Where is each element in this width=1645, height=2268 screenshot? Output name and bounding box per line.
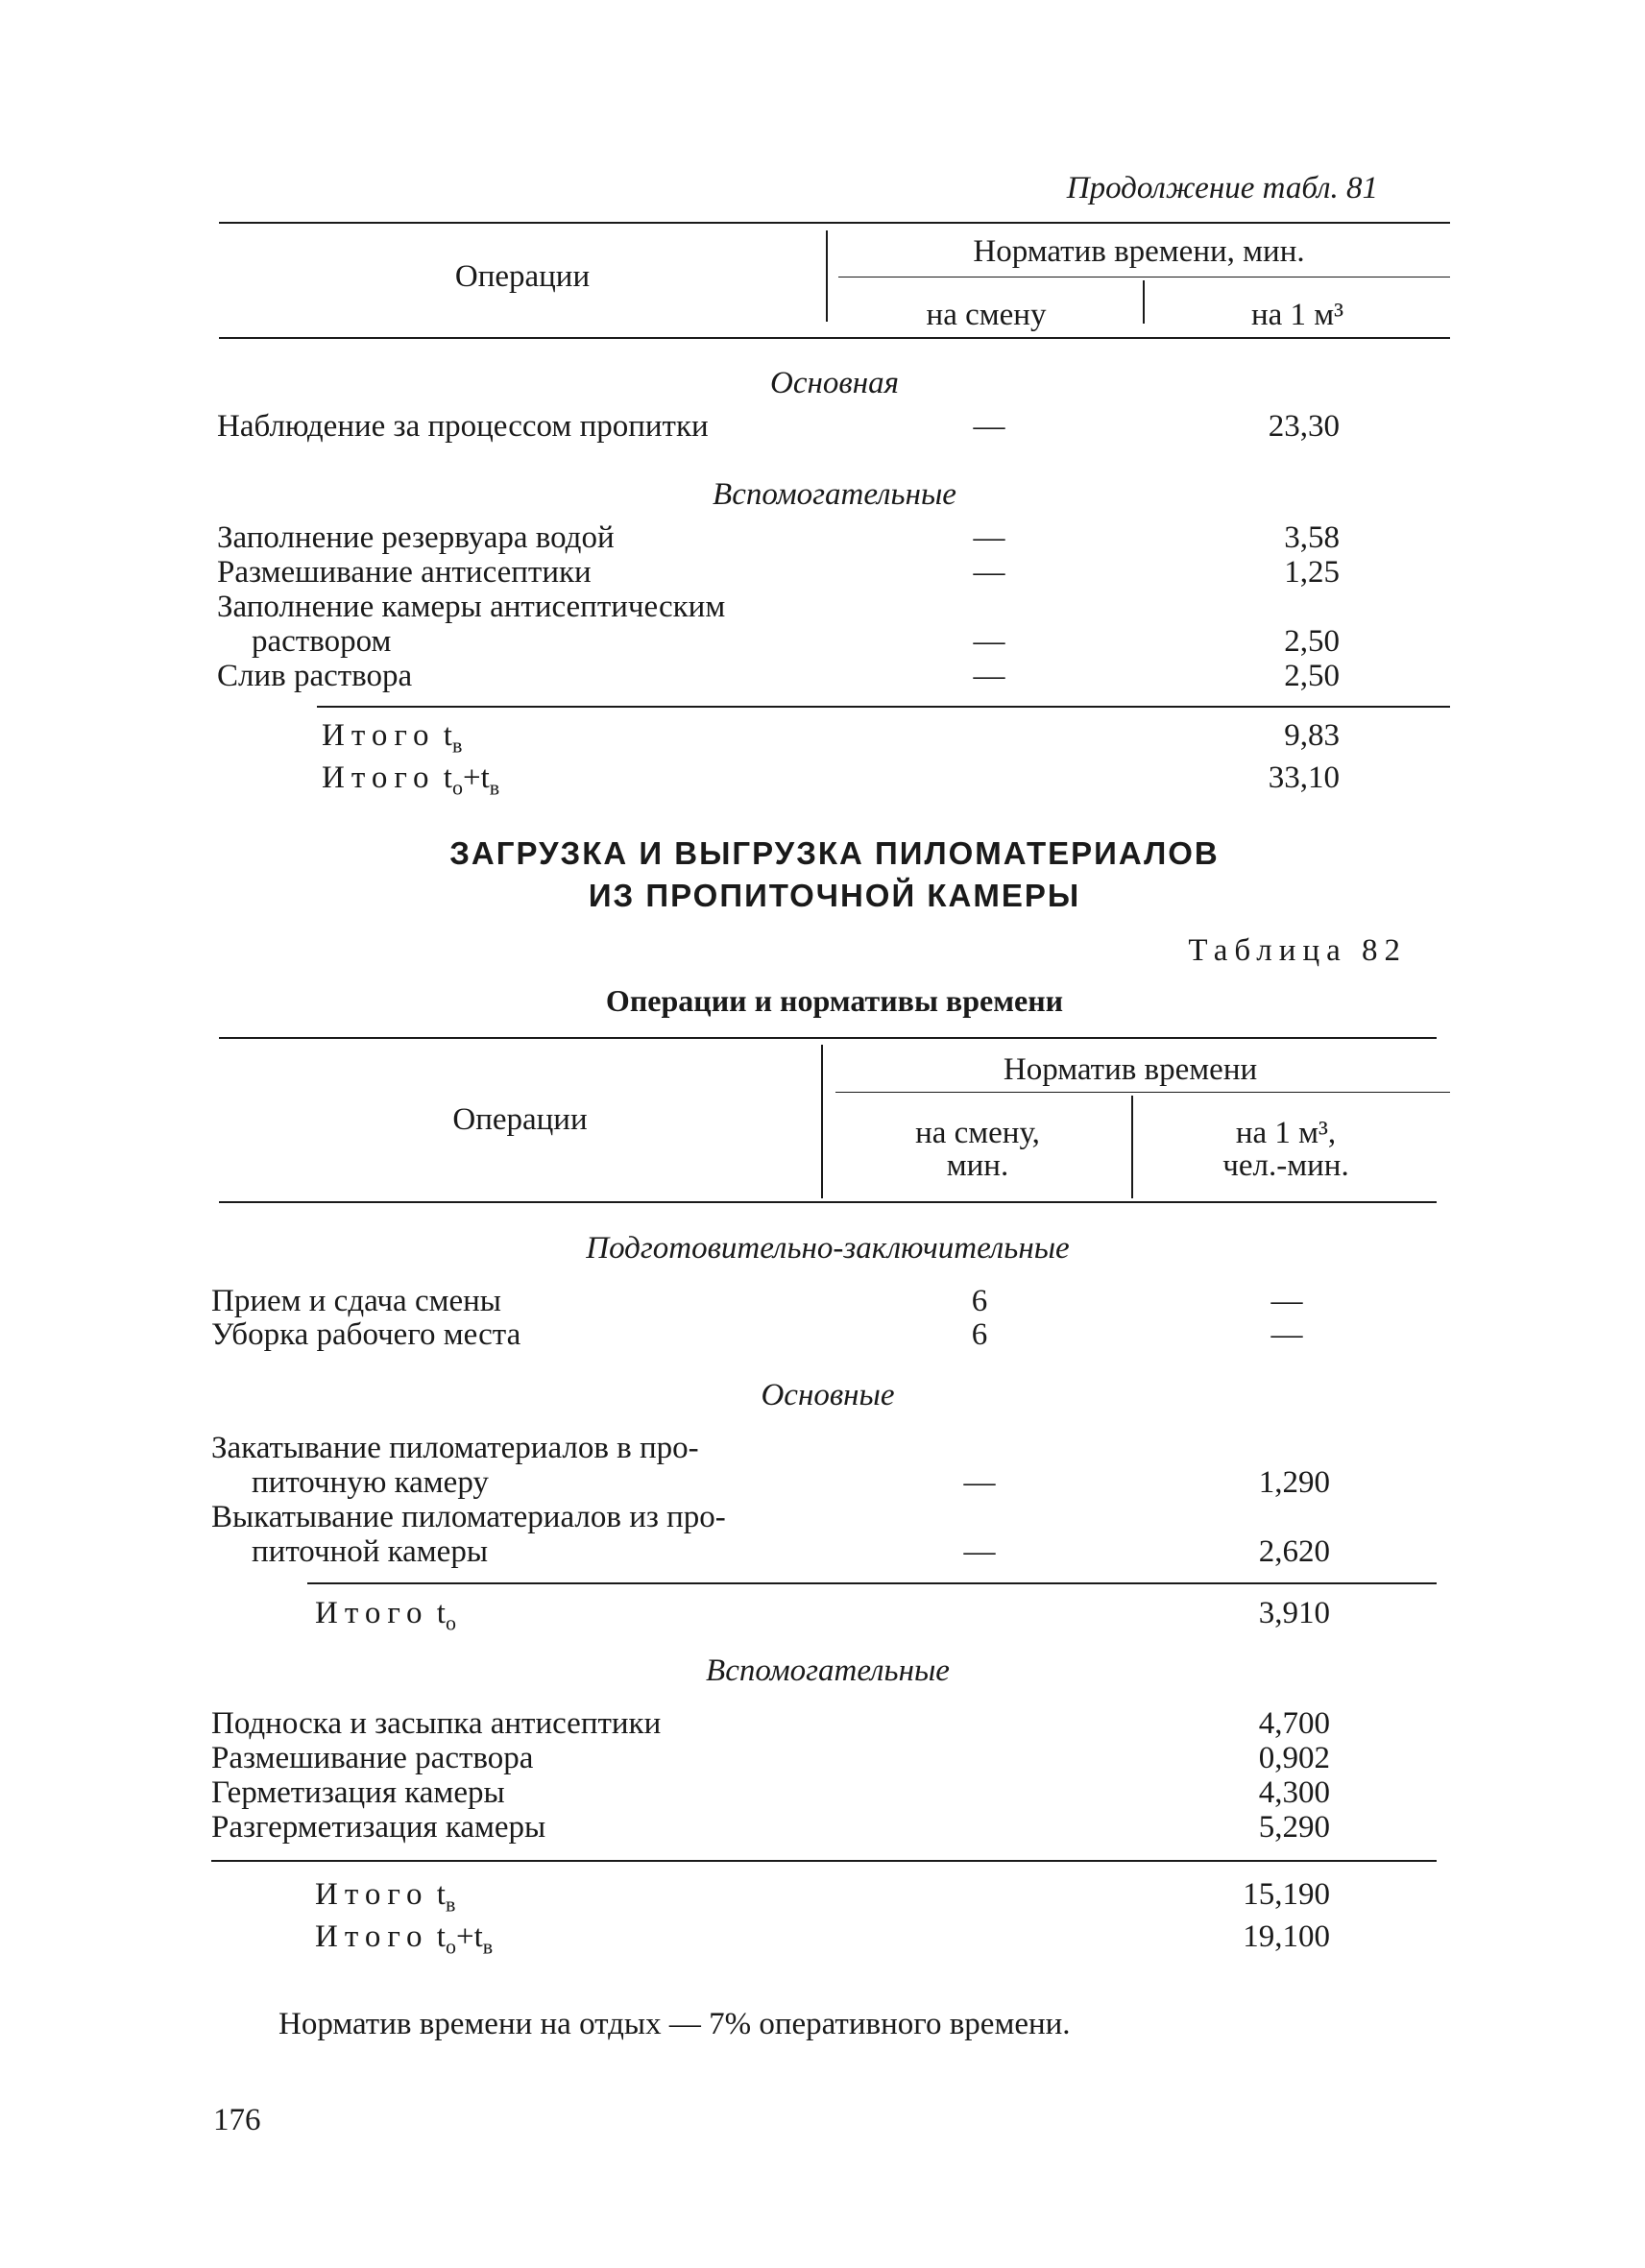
row-m3: 5,290: [1258, 1810, 1330, 1845]
row-shift: 6: [971, 1284, 988, 1318]
row-name: Разгерметизация камеры: [211, 1810, 546, 1845]
table81-totals-rule: [317, 706, 1450, 708]
total-symbol: t: [443, 760, 452, 795]
total-subscript: о: [445, 1610, 456, 1635]
total-plus: +t: [455, 1919, 483, 1954]
total-subscript: о: [445, 1934, 456, 1959]
total-label: [315, 1596, 456, 1641]
table82-section-aux: Вспомогательные: [706, 1653, 950, 1688]
table81-header-bottom-rule: [219, 337, 1450, 339]
total-value: 19,100: [1243, 1919, 1330, 1954]
table82-caption: Операции и нормативы времени: [605, 983, 1064, 1018]
total-label: [315, 1877, 455, 1922]
table81-top-rule: [219, 222, 1450, 224]
row-name: Прием и сдача смены: [211, 1284, 501, 1318]
row-shift: —: [973, 409, 1005, 444]
total-symbol: t: [436, 1919, 446, 1954]
total-label: [322, 760, 499, 806]
total-value: 15,190: [1243, 1877, 1330, 1912]
table82-header-per-m3-2: чел.-мин.: [1222, 1148, 1349, 1183]
total-label: [315, 1919, 493, 1965]
row-m3: 4,700: [1258, 1706, 1330, 1741]
row-name-continuation: раствором: [252, 624, 392, 659]
row-m3: 1,25: [1284, 555, 1340, 590]
row-name: Подноска и засыпка антисептики: [211, 1706, 662, 1741]
table82-label: Таблица 82: [1188, 933, 1407, 968]
row-name: Наблюдение за процессом пропитки: [217, 409, 709, 444]
row-shift: 6: [971, 1317, 988, 1352]
row-m3: —: [1270, 1317, 1303, 1352]
row-shift: —: [973, 624, 1005, 659]
row-name-continuation: питочную камеру: [252, 1465, 489, 1500]
total-symbol: t: [443, 718, 452, 753]
row-shift: —: [973, 555, 1005, 590]
table82-header-per-m3-1: на 1 м³,: [1235, 1116, 1337, 1150]
row-name: Слив раствора: [217, 659, 413, 693]
total-label: [322, 718, 462, 763]
total-symbol: t: [436, 1877, 446, 1912]
row-m3: 2,50: [1284, 624, 1340, 659]
row-name: Герметизация камеры: [211, 1775, 505, 1810]
total-value: 3,910: [1258, 1596, 1330, 1630]
table82-totals-rule: [211, 1860, 1437, 1862]
total-value: 33,10: [1268, 760, 1340, 795]
footnote: Норматив времени на отдых — 7% оперативного времени.: [278, 2007, 1071, 2041]
total-subscript: о: [451, 775, 463, 800]
row-name-continuation: питочной камеры: [252, 1534, 489, 1569]
table82-header-operations: Операции: [452, 1102, 588, 1137]
page-number: 176: [213, 2103, 261, 2137]
table81-header-operations: Операции: [454, 259, 591, 294]
total-value: 9,83: [1284, 718, 1340, 753]
row-name: Заполнение резервуара водой: [217, 520, 615, 555]
section-title-line-1: ЗАГРУЗКА И ВЫГРУЗКА ПИЛОМАТЕРИАЛОВ: [449, 835, 1220, 871]
total-symbol: t: [436, 1596, 446, 1630]
total-subscript: в: [451, 733, 463, 758]
row-shift: —: [973, 520, 1005, 555]
table81-header-per-shift: на смену: [926, 298, 1047, 332]
row-m3: 3,58: [1284, 520, 1340, 555]
total-subscript-2: в: [482, 1934, 494, 1959]
total-plus: +t: [462, 760, 490, 795]
row-m3: 23,30: [1268, 409, 1340, 444]
table82-section-prep: Подготовительно-заключительные: [586, 1231, 1070, 1266]
table81-section-main: Основная: [770, 366, 899, 400]
table-continuation-label: Продолжение табл. 81: [1066, 171, 1378, 205]
total-word: Итого: [315, 1877, 429, 1912]
row-m3: 0,902: [1258, 1741, 1330, 1775]
total-word: Итого: [322, 718, 436, 753]
table81-section-aux: Вспомогательные: [713, 477, 956, 512]
row-shift: —: [973, 659, 1005, 693]
table82-header-norm: Норматив времени: [1003, 1052, 1258, 1087]
table82-header-per-shift-1: на смену,: [915, 1116, 1040, 1150]
row-shift: —: [963, 1534, 996, 1569]
row-m3: 1,290: [1258, 1465, 1330, 1500]
table82-header-per-shift-2: мин.: [946, 1148, 1009, 1183]
total-word: Итого: [322, 760, 436, 795]
row-m3: 2,50: [1284, 659, 1340, 693]
row-name: Размешивание антисептики: [217, 555, 592, 590]
row-name: Размешивание раствора: [211, 1741, 534, 1775]
table81-header-norm: Норматив времени, мин.: [973, 234, 1305, 269]
total-word: Итого: [315, 1919, 429, 1954]
row-shift: —: [963, 1465, 996, 1500]
table82-section-main: Основные: [761, 1378, 895, 1412]
total-subscript-2: в: [489, 775, 500, 800]
row-name: Выкатывание пиломатериалов из про-: [211, 1500, 726, 1534]
row-m3: 2,620: [1258, 1534, 1330, 1569]
table82-subheader-rule: [835, 1092, 1450, 1093]
row-m3: 4,300: [1258, 1775, 1330, 1810]
total-word: Итого: [315, 1596, 429, 1630]
table82-main-total-rule: [307, 1582, 1437, 1584]
table82-header-bottom-rule: [219, 1201, 1437, 1203]
row-name: Закатывание пиломатериалов в про-: [211, 1431, 699, 1465]
total-subscript: в: [445, 1892, 456, 1917]
row-m3: —: [1270, 1284, 1303, 1318]
row-name: Заполнение камеры антисептическим: [217, 590, 726, 624]
table81-header-per-m3: на 1 м³: [1250, 298, 1344, 332]
row-name: Уборка рабочего места: [211, 1317, 521, 1352]
table82-top-rule: [219, 1037, 1437, 1039]
section-title-line-2: ИЗ ПРОПИТОЧНОЙ КАМЕРЫ: [588, 878, 1081, 913]
